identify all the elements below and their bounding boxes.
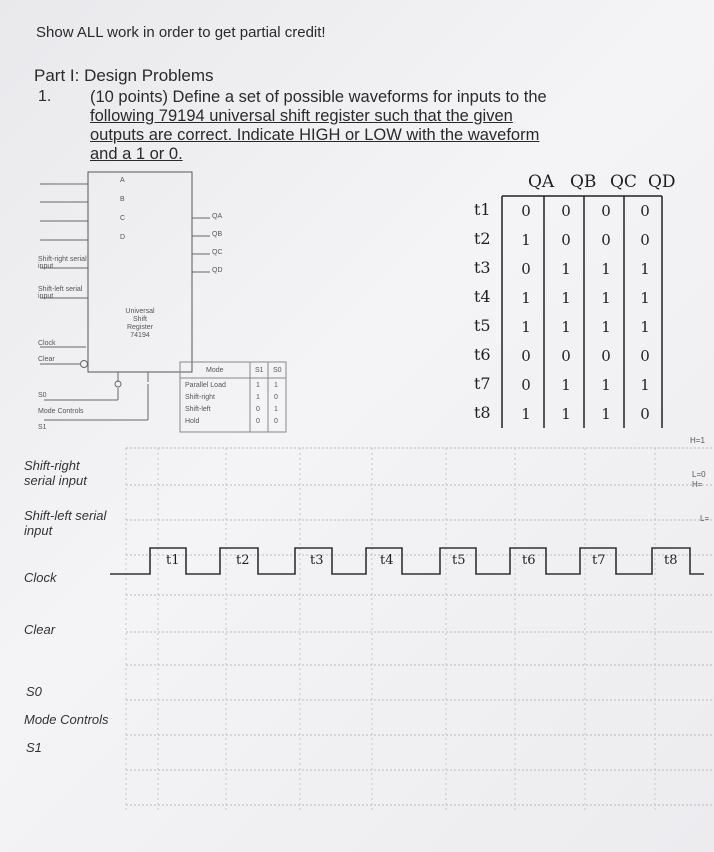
- clock-period-label: t8: [664, 553, 678, 568]
- question-line-1: (10 points) Define a set of possible waveforms for inputs to the: [90, 88, 547, 106]
- mode-header: Mode: [206, 367, 224, 374]
- mode-row-label: Shift-left: [185, 406, 211, 413]
- clock-period-label: t2: [236, 553, 250, 568]
- state-cell: 0: [640, 231, 650, 249]
- mode-row-label: Hold: [185, 418, 200, 425]
- state-cell: 1: [521, 318, 531, 336]
- output-qb-label: QB: [212, 231, 223, 238]
- mode-controls-label: Mode Controls: [24, 712, 109, 727]
- question-line-4: and a 1 or 0.: [90, 145, 183, 163]
- mode-row-s0: 0: [274, 394, 278, 401]
- block-s0-label: S0: [38, 392, 47, 399]
- state-row-time: t1: [474, 200, 491, 219]
- state-row-time: t6: [474, 345, 491, 364]
- mode-row-label: Parallel Load: [185, 382, 226, 389]
- s1-label: S1: [26, 740, 42, 755]
- question-line-3: outputs are correct. Indicate HIGH or LOW with the waveform: [90, 126, 540, 144]
- margin-note: L=: [700, 514, 710, 523]
- state-cell: 1: [640, 318, 650, 336]
- state-cell: 0: [561, 347, 571, 365]
- mode-row-s1: 1: [256, 382, 260, 389]
- state-row-time: t8: [474, 403, 491, 422]
- register-title-line: Universal: [125, 308, 155, 315]
- state-cell: 1: [561, 289, 571, 307]
- question-line-2: following 79194 universal shift register such that the given: [90, 107, 513, 125]
- clock-period-label: t4: [380, 553, 394, 568]
- block-s1-label: S1: [38, 424, 47, 431]
- block-clear-label: Clear: [38, 356, 55, 363]
- qc-header: QC: [610, 172, 637, 192]
- register-title-line: Register: [126, 324, 154, 331]
- margin-note: L=0: [692, 470, 706, 479]
- state-cell: 1: [521, 289, 531, 307]
- state-cell: 0: [601, 231, 611, 249]
- state-cell: 0: [521, 202, 531, 220]
- state-cell: 0: [640, 405, 650, 423]
- output-qa-label: QA: [212, 213, 223, 220]
- mode-row-label: Shift-right: [185, 394, 215, 401]
- state-cell: 1: [640, 376, 650, 394]
- state-cell: 0: [521, 376, 531, 394]
- state-row-time: t5: [474, 316, 491, 335]
- input-b-label: B: [120, 196, 125, 203]
- state-cell: 0: [601, 202, 611, 220]
- state-cell: 1: [601, 405, 611, 423]
- state-row-time: t3: [474, 258, 491, 277]
- mode-row-s0: 1: [274, 382, 278, 389]
- state-cell: 1: [601, 318, 611, 336]
- s0-label: S0: [26, 684, 42, 699]
- state-cell: 1: [561, 405, 571, 423]
- state-cell: 0: [601, 347, 611, 365]
- clock-period-label: t1: [166, 553, 180, 568]
- clock-period-label: t3: [310, 553, 324, 568]
- mode-row-s1: 1: [256, 394, 260, 401]
- state-cell: 0: [640, 347, 650, 365]
- state-cell: 0: [521, 347, 531, 365]
- state-cell: 1: [640, 260, 650, 278]
- output-qd-label: QD: [212, 267, 223, 274]
- clock-waveform: [110, 548, 704, 574]
- shift-left-input-label: Shift-left serial input: [24, 508, 107, 538]
- state-cell: 0: [561, 202, 571, 220]
- clock-period-label: t6: [522, 553, 536, 568]
- state-cell: 0: [521, 260, 531, 278]
- block-sr-label: Shift-right serial input: [38, 256, 87, 270]
- clock-period-label: t5: [452, 553, 466, 568]
- state-cell: 0: [561, 231, 571, 249]
- mode-row-s1: 0: [256, 418, 260, 425]
- state-cell: 1: [601, 260, 611, 278]
- block-mode-label: Mode Controls: [38, 408, 84, 415]
- margin-note: H=: [692, 480, 703, 489]
- input-d-label: D: [120, 234, 126, 241]
- clock-label: Clock: [24, 570, 57, 585]
- s0-header: S0: [273, 367, 282, 374]
- state-cell: 1: [521, 231, 531, 249]
- state-row-time: t4: [474, 287, 491, 306]
- input-a-label: A: [120, 177, 125, 184]
- output-qc-label: QC: [212, 249, 223, 256]
- clear-label: Clear: [24, 622, 56, 637]
- state-cell: 1: [521, 405, 531, 423]
- state-cell: 1: [601, 289, 611, 307]
- qa-header: QA: [528, 172, 555, 192]
- clock-period-label: t7: [592, 553, 606, 568]
- state-cell: 1: [561, 260, 571, 278]
- margin-note: H=1: [690, 436, 705, 445]
- block-clock-label: Clock: [38, 340, 56, 347]
- mode-row-s0: 0: [274, 418, 278, 425]
- state-cell: 1: [561, 376, 571, 394]
- input-c-label: C: [120, 215, 126, 222]
- mode-row-s1: 0: [256, 406, 260, 413]
- state-cell: 1: [561, 318, 571, 336]
- question-number: 1.: [38, 88, 52, 105]
- state-row-time: t2: [474, 229, 491, 248]
- mode-row-s0: 1: [274, 406, 278, 413]
- qb-header: QB: [570, 172, 597, 192]
- instruction-header: Show ALL work in order to get partial credit!: [36, 24, 326, 41]
- register-title-line: Shift: [132, 316, 147, 323]
- s1-header: S1: [255, 367, 264, 374]
- state-cell: 0: [640, 202, 650, 220]
- part-title: Part I: Design Problems: [34, 66, 214, 85]
- state-cell: 1: [640, 289, 650, 307]
- shift-right-input-label: Shift-right serial input: [24, 458, 87, 488]
- register-title-line: 74194: [130, 332, 150, 339]
- block-sl-label: Shift-left serial input: [38, 286, 83, 300]
- state-cell: 1: [601, 376, 611, 394]
- qd-header: QD: [648, 172, 676, 192]
- state-row-time: t7: [474, 374, 491, 393]
